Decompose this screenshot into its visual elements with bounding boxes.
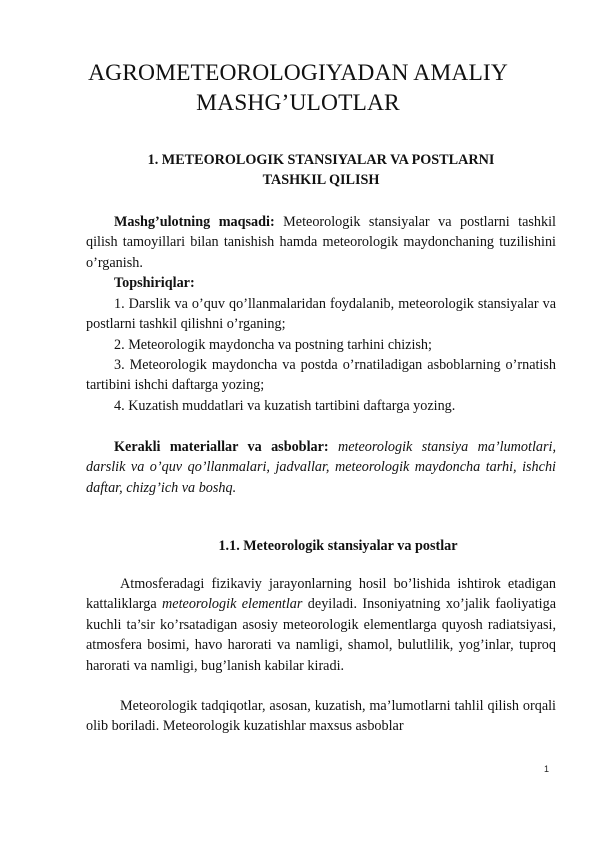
body-paragraph-1 bbox=[86, 574, 556, 676]
tasks-label: Topshiriqlar: bbox=[114, 275, 195, 291]
goal-label: Mashg’ulotning maqsadi: bbox=[114, 214, 275, 230]
section-heading bbox=[86, 150, 556, 190]
task-item-1: 1. Darslik va o’quv qo’llanmalaridan foydalanib, meteorologik stansiyalar va postlarni tashkil qilishni o’rganing; bbox=[86, 296, 556, 333]
goal-text: Meteorologik stansiyalar va postlarni tashkil qilish tamoyillari bilan tanishish hamda meteorologik maydonchaning tuzilishini o’rganish. bbox=[86, 214, 556, 271]
section-heading-line-2: TASHKIL QILISH bbox=[262, 172, 380, 188]
title-line-1: AGROMETEOROLOGIYADAN AMALIY bbox=[88, 60, 508, 86]
page-title bbox=[60, 58, 536, 118]
section-heading-line-1: 1. METEOROLOGIK STANSIYALAR VA POSTLARNI bbox=[147, 152, 495, 168]
materials-label: Kerakli materiallar va asboblar: bbox=[114, 439, 329, 455]
tasks-label-paragraph bbox=[86, 273, 556, 293]
body-paragraph-1-before: Atmosferadagi fizikaviy jarayonlarning hosil bo’lishida ishtirok etadigan kattaliklarga bbox=[86, 576, 556, 613]
body-paragraph-1-after: deyiladi. Insoniyatning xo’jalik faoliyatiga kuchli ta’sir ko’rsatadigan asosiy meteorologik elementlarga quyosh radiatsiyasi, atmosfera bosimi, havo harorati va namligi, shamol, bulutlilik, yog’inlar, tuproq harorati va namligi, bug’lanish kabilar kiradi. bbox=[86, 596, 556, 674]
task-item-2: 2. Meteorologik maydoncha va postning tarhini chizish; bbox=[114, 337, 432, 353]
materials-paragraph bbox=[86, 437, 556, 498]
body-paragraph-1-term: meteorologik elementlar bbox=[162, 596, 303, 613]
goal-paragraph bbox=[86, 212, 556, 273]
materials-text: meteorologik stansiya ma’lumotlari, darslik va o’quv qo’llanmalari, jadvallar, meteorologik maydoncha tarhi, ishchi daftar, chizg’ich va boshq. bbox=[86, 439, 556, 496]
subsection-heading: 1.1. Meteorologik stansiyalar va postlar bbox=[218, 538, 458, 554]
task-item-3: 3. Meteorologik maydoncha va postda o’rnatiladigan asboblarning o’rnatish tartibini ishchi daftarga yozing; bbox=[86, 357, 556, 394]
task-item-4: 4. Kuzatish muddatlari va kuzatish tartibini daftarga yozing. bbox=[114, 398, 456, 414]
title-line-2: MASHG’ULOTLAR bbox=[196, 90, 400, 116]
page-number: 1 bbox=[544, 764, 550, 774]
body-paragraph-2: Meteorologik tadqiqotlar, asosan, kuzatish, ma’lumotlarni tahlil qilish orqali olib boriladi. Meteorologik kuzatishlar maxsus asboblar bbox=[86, 698, 556, 735]
